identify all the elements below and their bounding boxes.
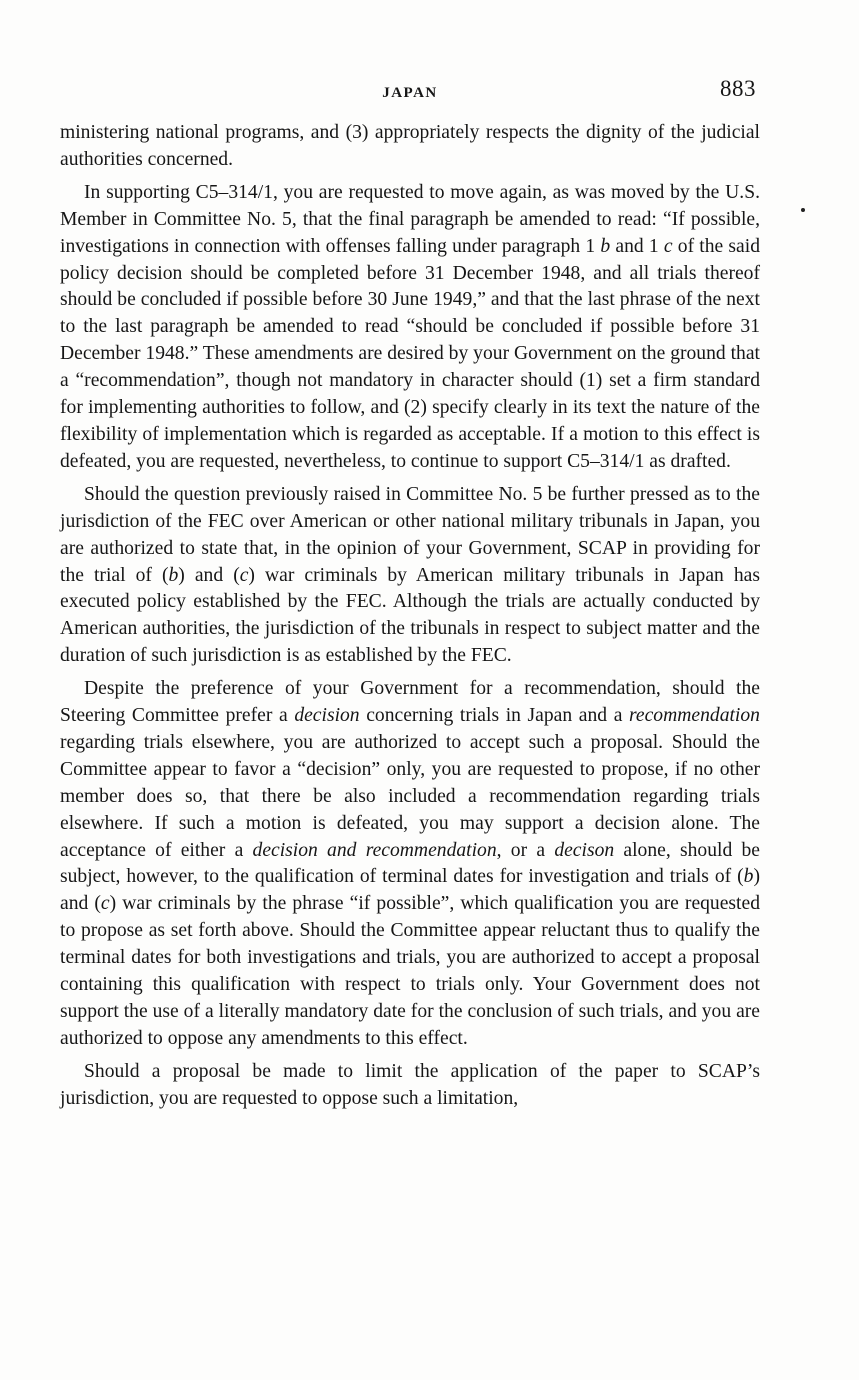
text-run: and 1 <box>610 235 664 257</box>
text-run: ) war criminals by American military tribunals in Japan has executed policy established by the FEC. Although the trials are actually conducted by American authorities, the jurisdiction of the tribunals in respect to subject matter and the duration of such jurisdiction is as established by the FEC. <box>60 564 760 667</box>
running-head <box>60 76 760 108</box>
text-run: alone, should be subject, however, to the qualification of terminal dates for investigation and trials of ( <box>60 839 760 888</box>
italic-term: decision and recommendation <box>252 839 497 861</box>
italic-term: decision <box>294 705 360 727</box>
text-run: ministering national programs, and (3) appropriately respects the dignity of the judicial authorities concerned. <box>60 122 760 170</box>
text-run: ) and ( <box>60 866 760 915</box>
text-run: In supporting C5–314/1, you are requested to move again, as was moved by the U.S. Member in Committee No. 5, that the final paragraph be amended to read: “If possible, investigations in connection with offenses falling under paragraph 1 <box>60 181 760 257</box>
paragraph-jurisdiction-question <box>60 482 760 670</box>
text-run: concerning trials in Japan and a <box>359 705 630 727</box>
body-text <box>60 120 760 1113</box>
text-run: regarding trials elsewhere, you are authorized to accept such a proposal. Should the Committee appear to favor a “decision” only, you are requested to propose, if no other member does so, that there be also included a recommendation regarding trials elsewhere. If such a motion is defeated, you may support a decision alone. The acceptance of either a <box>60 731 760 861</box>
page-number: 883 <box>720 76 756 101</box>
paragraph-scap-limitation <box>60 1059 760 1113</box>
text-run: Should the question previously raised in Committee No. 5 be further pressed as to the jurisdiction of the FEC over American or other national military tribunals in Japan, you are authorized to state that, in the opinion of your Government, SCAP in providing for the trial of ( <box>60 483 760 586</box>
text-run: Should a proposal be made to limit the application of the paper to SCAP’s jurisdiction, you are requested to oppose such a limitation, <box>60 1060 760 1109</box>
text-run: Despite the preference of your Government for a recommendation, should the Steering Committee prefer a <box>60 678 760 727</box>
italic-term: c <box>100 893 110 915</box>
text-run: of the said policy decision should be completed before 31 December 1948, and all trials thereof should be concluded if possible before 30 June 1949,” and that the last phrase of the next to the last paragraph be amended to read “should be concluded if possible before 31 December 1948.” These amendments are desired by your Government on the ground that a “recommendation”, though not mandatory in character should (1) set a firm standard for implementing authorities to follow, and (2) specify clearly in its text the nature of the flexibility of implementation which is regarded as acceptable. If a motion to this effect is defeated, you are requested, nevertheless, to continue to support C5–314/1 as drafted. <box>60 235 760 472</box>
italic-term: decison <box>554 839 615 861</box>
italic-term: c <box>663 235 673 257</box>
paragraph-decision-recommendation <box>60 676 760 1053</box>
section-title: JAPAN <box>382 85 438 101</box>
italic-term: c <box>239 564 249 586</box>
paragraph-amendment-request <box>60 180 760 476</box>
paragraph-continuation <box>60 120 760 174</box>
text-run: , or a <box>496 839 555 861</box>
italic-term: b <box>600 235 611 257</box>
italic-term: b <box>168 564 179 586</box>
italic-term: b <box>743 866 754 888</box>
text-run: ) and ( <box>178 564 240 586</box>
italic-term: recommendation <box>629 705 760 727</box>
margin-mark <box>801 208 805 212</box>
text-run: ) war criminals by the phrase “if possible”, which qualification you are requested to propose as set forth above. Should the Committee appear reluctant thus to qualify the terminal dates for both investigations and trials, you are authorized to accept a proposal containing this qualification with respect to trials only. Your Government does not support the use of a literally mandatory date for the conclusion of such trials, and you are authorized to oppose any amendments to this effect. <box>60 893 760 1049</box>
